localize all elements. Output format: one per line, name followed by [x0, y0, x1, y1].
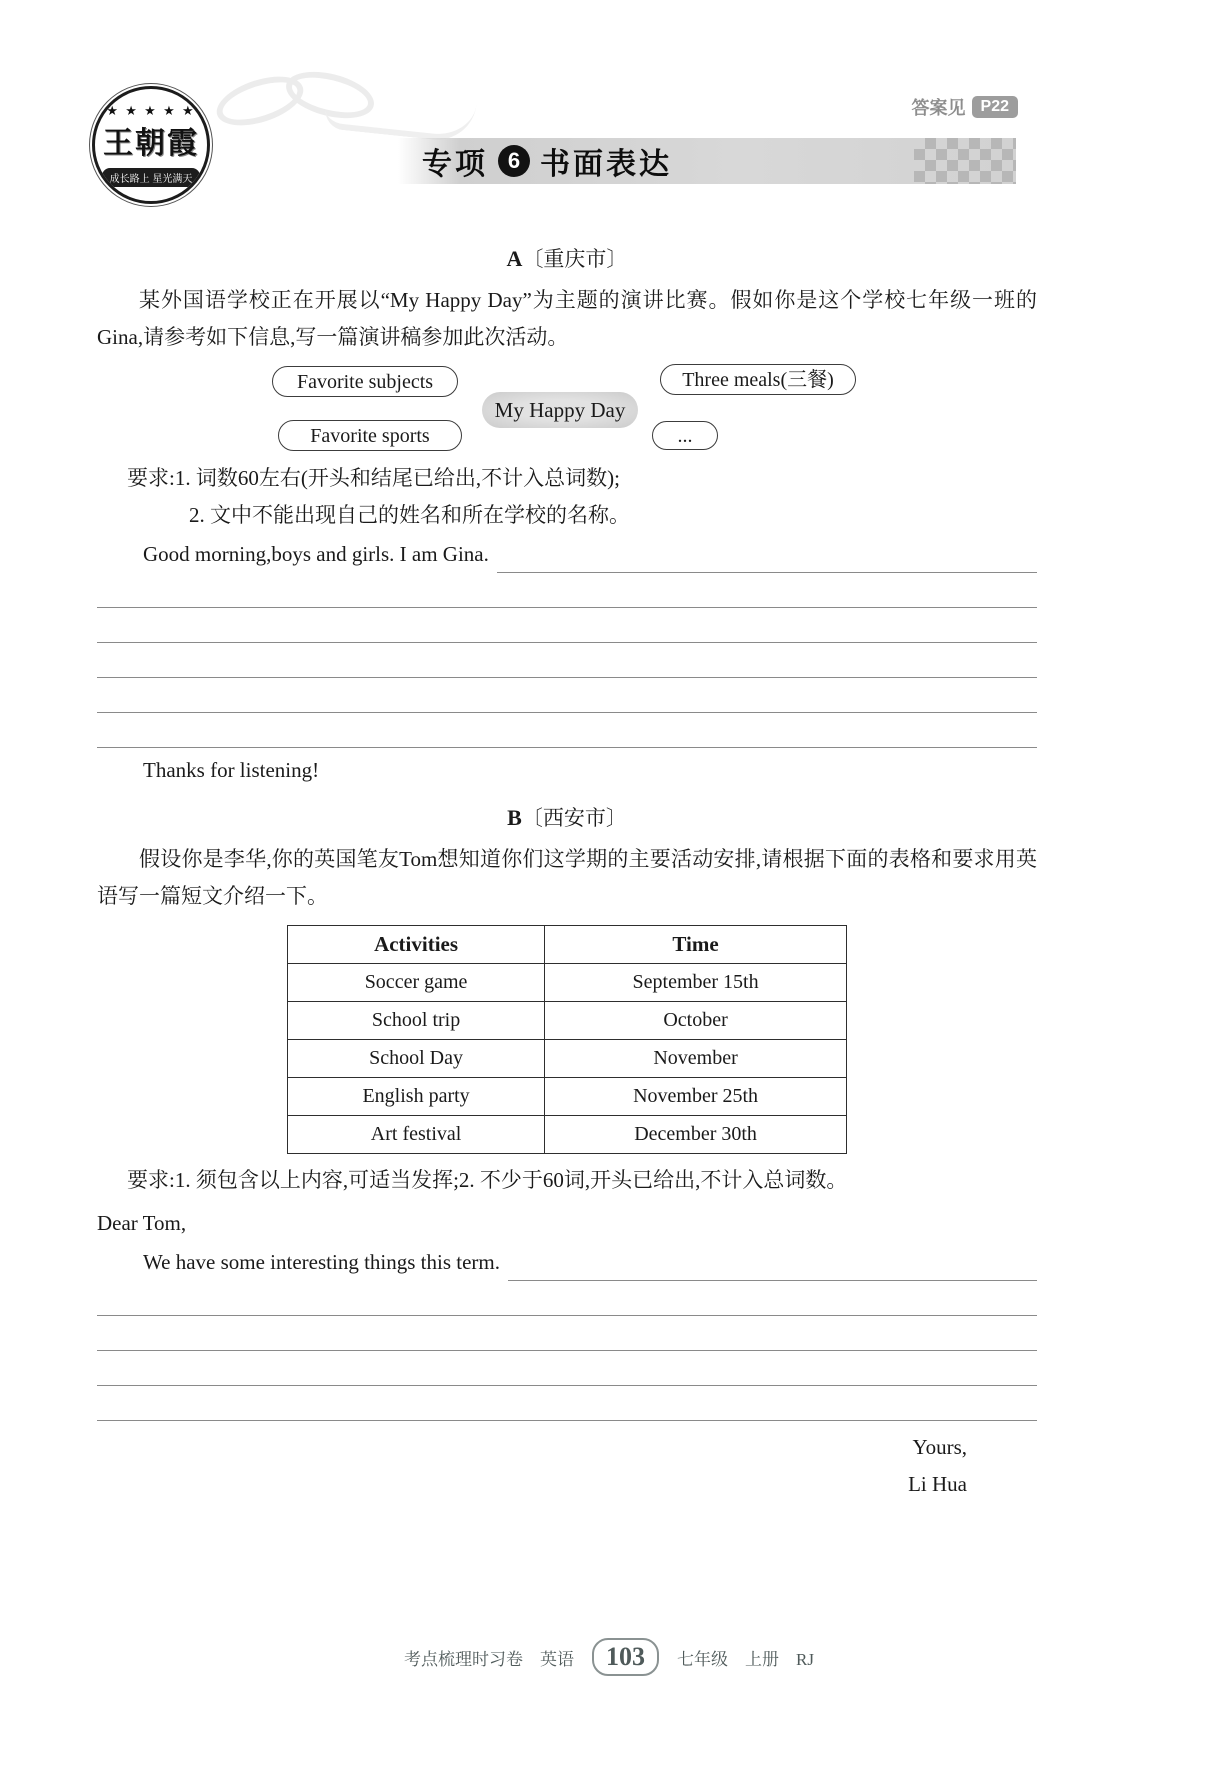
title-number-circle: 6: [498, 145, 530, 177]
mindmap-bubble-favorite-subjects: Favorite subjects: [272, 366, 458, 397]
section-b-opening-text: We have some interesting things this term.: [143, 1250, 500, 1274]
mindmap-bubble-ellipsis: ...: [652, 421, 718, 450]
column-header-time: Time: [545, 926, 847, 964]
column-header-activities: Activities: [288, 926, 545, 964]
table-row: [288, 1078, 847, 1116]
table-row: [288, 1040, 847, 1078]
signature-yours: Yours,: [912, 1435, 967, 1459]
brand-logo-circle: [92, 86, 210, 204]
brand-logo: [92, 86, 216, 216]
time-cell: November: [545, 1040, 847, 1078]
signature-name: Li Hua: [908, 1472, 967, 1496]
activity-cell: Soccer game: [288, 964, 545, 1002]
page-title: [422, 139, 672, 183]
section-b-label: [97, 799, 1037, 837]
brand-slogan: 成长路上 星光满天: [102, 168, 201, 187]
section-a-requirement-2: 2. 文中不能出现自己的姓名和所在学校的名称。: [189, 503, 630, 527]
brand-name: 王朝霞: [103, 126, 199, 160]
checker-decoration: [914, 138, 1016, 184]
content-area: [97, 240, 1037, 1503]
page-number: 103: [592, 1638, 659, 1676]
section-b-opening-line: [97, 1244, 1037, 1281]
mindmap-bubble-three-meals: Three meals(三餐): [660, 364, 856, 395]
section-b-requirement: 要求:1. 须包含以上内容,可适当发挥;2. 不少于60词,开头已给出,不计入总词数。: [127, 1168, 848, 1192]
title-text: 书面表达: [540, 148, 672, 181]
title-prefix: 专项: [422, 148, 488, 181]
writing-rule: [497, 543, 1037, 573]
ribbon-decoration: [215, 70, 415, 140]
writing-rule: [508, 1251, 1037, 1281]
writing-line: [97, 1281, 1037, 1316]
time-cell: November 25th: [545, 1078, 847, 1116]
section-b-intro: 假设你是李华,你的英国笔友Tom想知道你们这学期的主要活动安排,请根据下面的表格和要求用英语写一篇短文介绍一下。: [97, 847, 1037, 908]
writing-line: [97, 713, 1037, 748]
activity-cell: Art festival: [288, 1116, 545, 1154]
letter-salutation: Dear Tom,: [97, 1211, 187, 1235]
writing-line: [97, 1316, 1037, 1351]
table-row: [288, 964, 847, 1002]
writing-line: [97, 1386, 1037, 1421]
writing-line: [97, 1351, 1037, 1386]
time-cell: October: [545, 1002, 847, 1040]
page-footer: [0, 1638, 1218, 1676]
section-a-region: 〔重庆市〕: [522, 247, 628, 271]
mindmap: [272, 364, 862, 456]
table-header-row: [288, 926, 847, 964]
footer-grade-info: 七年级 上册 RJ: [677, 1649, 814, 1669]
activities-table: [287, 925, 847, 1154]
activity-cell: School Day: [288, 1040, 545, 1078]
footer-series-title: 考点梳理时习卷 英语: [404, 1649, 575, 1669]
table-row: [288, 1116, 847, 1154]
activity-cell: English party: [288, 1078, 545, 1116]
table-row: [288, 1002, 847, 1040]
ribbon-tail: [323, 88, 476, 143]
mindmap-bubble-favorite-sports: Favorite sports: [278, 420, 462, 451]
writing-line: [97, 573, 1037, 608]
section-a-letter: A: [506, 246, 523, 271]
section-a-opening-line: [97, 536, 1037, 573]
section-a-closing: Thanks for listening!: [143, 758, 320, 782]
activity-cell: School trip: [288, 1002, 545, 1040]
time-cell: December 30th: [545, 1116, 847, 1154]
section-a-opening-text: Good morning,boys and girls. I am Gina.: [143, 542, 489, 566]
writing-line: [97, 678, 1037, 713]
section-a-label: [97, 240, 1037, 278]
section-a-requirement-1: 要求:1. 词数60左右(开头和结尾已给出,不计入总词数);: [127, 466, 620, 490]
time-cell: September 15th: [545, 964, 847, 1002]
answer-note-label: 答案见: [911, 98, 966, 118]
stars-icon: ★ ★ ★ ★ ★: [106, 102, 196, 118]
section-a-intro: 某外国语学校正在开展以“My Happy Day”为主题的演讲比赛。假如你是这个学校七年级一班的 Gina,请参考如下信息,写一篇演讲稿参加此次活动。: [97, 288, 1037, 349]
section-b-letter: B: [507, 805, 522, 830]
letter-signature: [97, 1429, 1037, 1503]
title-banner: [398, 138, 1016, 184]
answer-page-badge: P22: [972, 96, 1018, 118]
writing-line: [97, 608, 1037, 643]
answer-reference: [912, 94, 1018, 120]
mindmap-center-topic: My Happy Day: [482, 392, 638, 428]
writing-line: [97, 643, 1037, 678]
section-b-region: 〔西安市〕: [521, 806, 627, 830]
